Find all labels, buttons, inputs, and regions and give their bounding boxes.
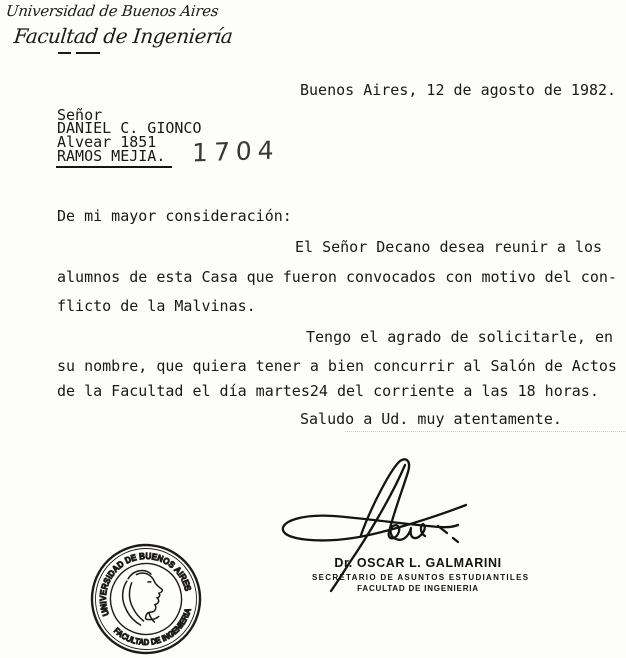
recipient-city xyxy=(56,149,172,168)
body-line: Tengo el agrado de solicitarle, en xyxy=(306,328,614,346)
signature-block xyxy=(312,556,530,593)
letterhead-university: Universidad de Buenos Aires xyxy=(5,2,220,20)
body-line: De mi mayor consideración: xyxy=(57,207,292,225)
signer-name: Dr. OSCAR L. GALMARINI xyxy=(334,556,502,570)
recipient-name: DANIEL C. GIONCO xyxy=(57,119,202,137)
letterhead-underline xyxy=(58,52,100,54)
body-line: alumnos de esta Casa que fueron convocados con motivo del con- xyxy=(57,268,617,286)
body-line: de la Facultad el día martes24 del corriente a las 18 horas. xyxy=(57,382,599,400)
signer-faculty: FACULTAD DE INGENIERIA xyxy=(357,584,479,593)
signer-title: SECRETARIO DE ASUNTOS ESTUDIANTILES xyxy=(312,573,530,582)
handwritten-number: 1704 xyxy=(191,135,280,168)
university-seal-icon xyxy=(82,540,210,658)
seal-ring-bottom-text: FACULTAD DE INGENIERIA xyxy=(111,606,194,648)
seal-ring-top-text: UNIVERSIDAD DE BUENOS AIRES xyxy=(97,550,194,618)
letterhead-faculty: Facultad de Ingeniería xyxy=(12,24,234,48)
dateline: Buenos Aires, 12 de agosto de 1982. xyxy=(300,81,617,99)
recipient-city-underlined: RAMOS MEJIA. xyxy=(56,149,172,168)
svg-text:UNIVERSIDAD DE BUENOS AIRES xyxy=(87,540,194,617)
body-line: su nombre, que quiera tener a bien concurrir al Salón de Actos xyxy=(57,357,617,375)
athena-profile-icon xyxy=(116,566,170,629)
recipient-street: Alvear 1851 xyxy=(57,133,157,151)
recipient-salutation: Señor xyxy=(57,106,103,124)
body-line: Saludo a Ud. muy atentamente. xyxy=(300,410,562,428)
body-line: El Señor Decano desea reunir a los xyxy=(295,238,603,256)
body-line: flicto de la Malvinas. xyxy=(57,297,256,315)
letterhead xyxy=(6,2,232,48)
scan-artifact-line xyxy=(345,431,626,432)
